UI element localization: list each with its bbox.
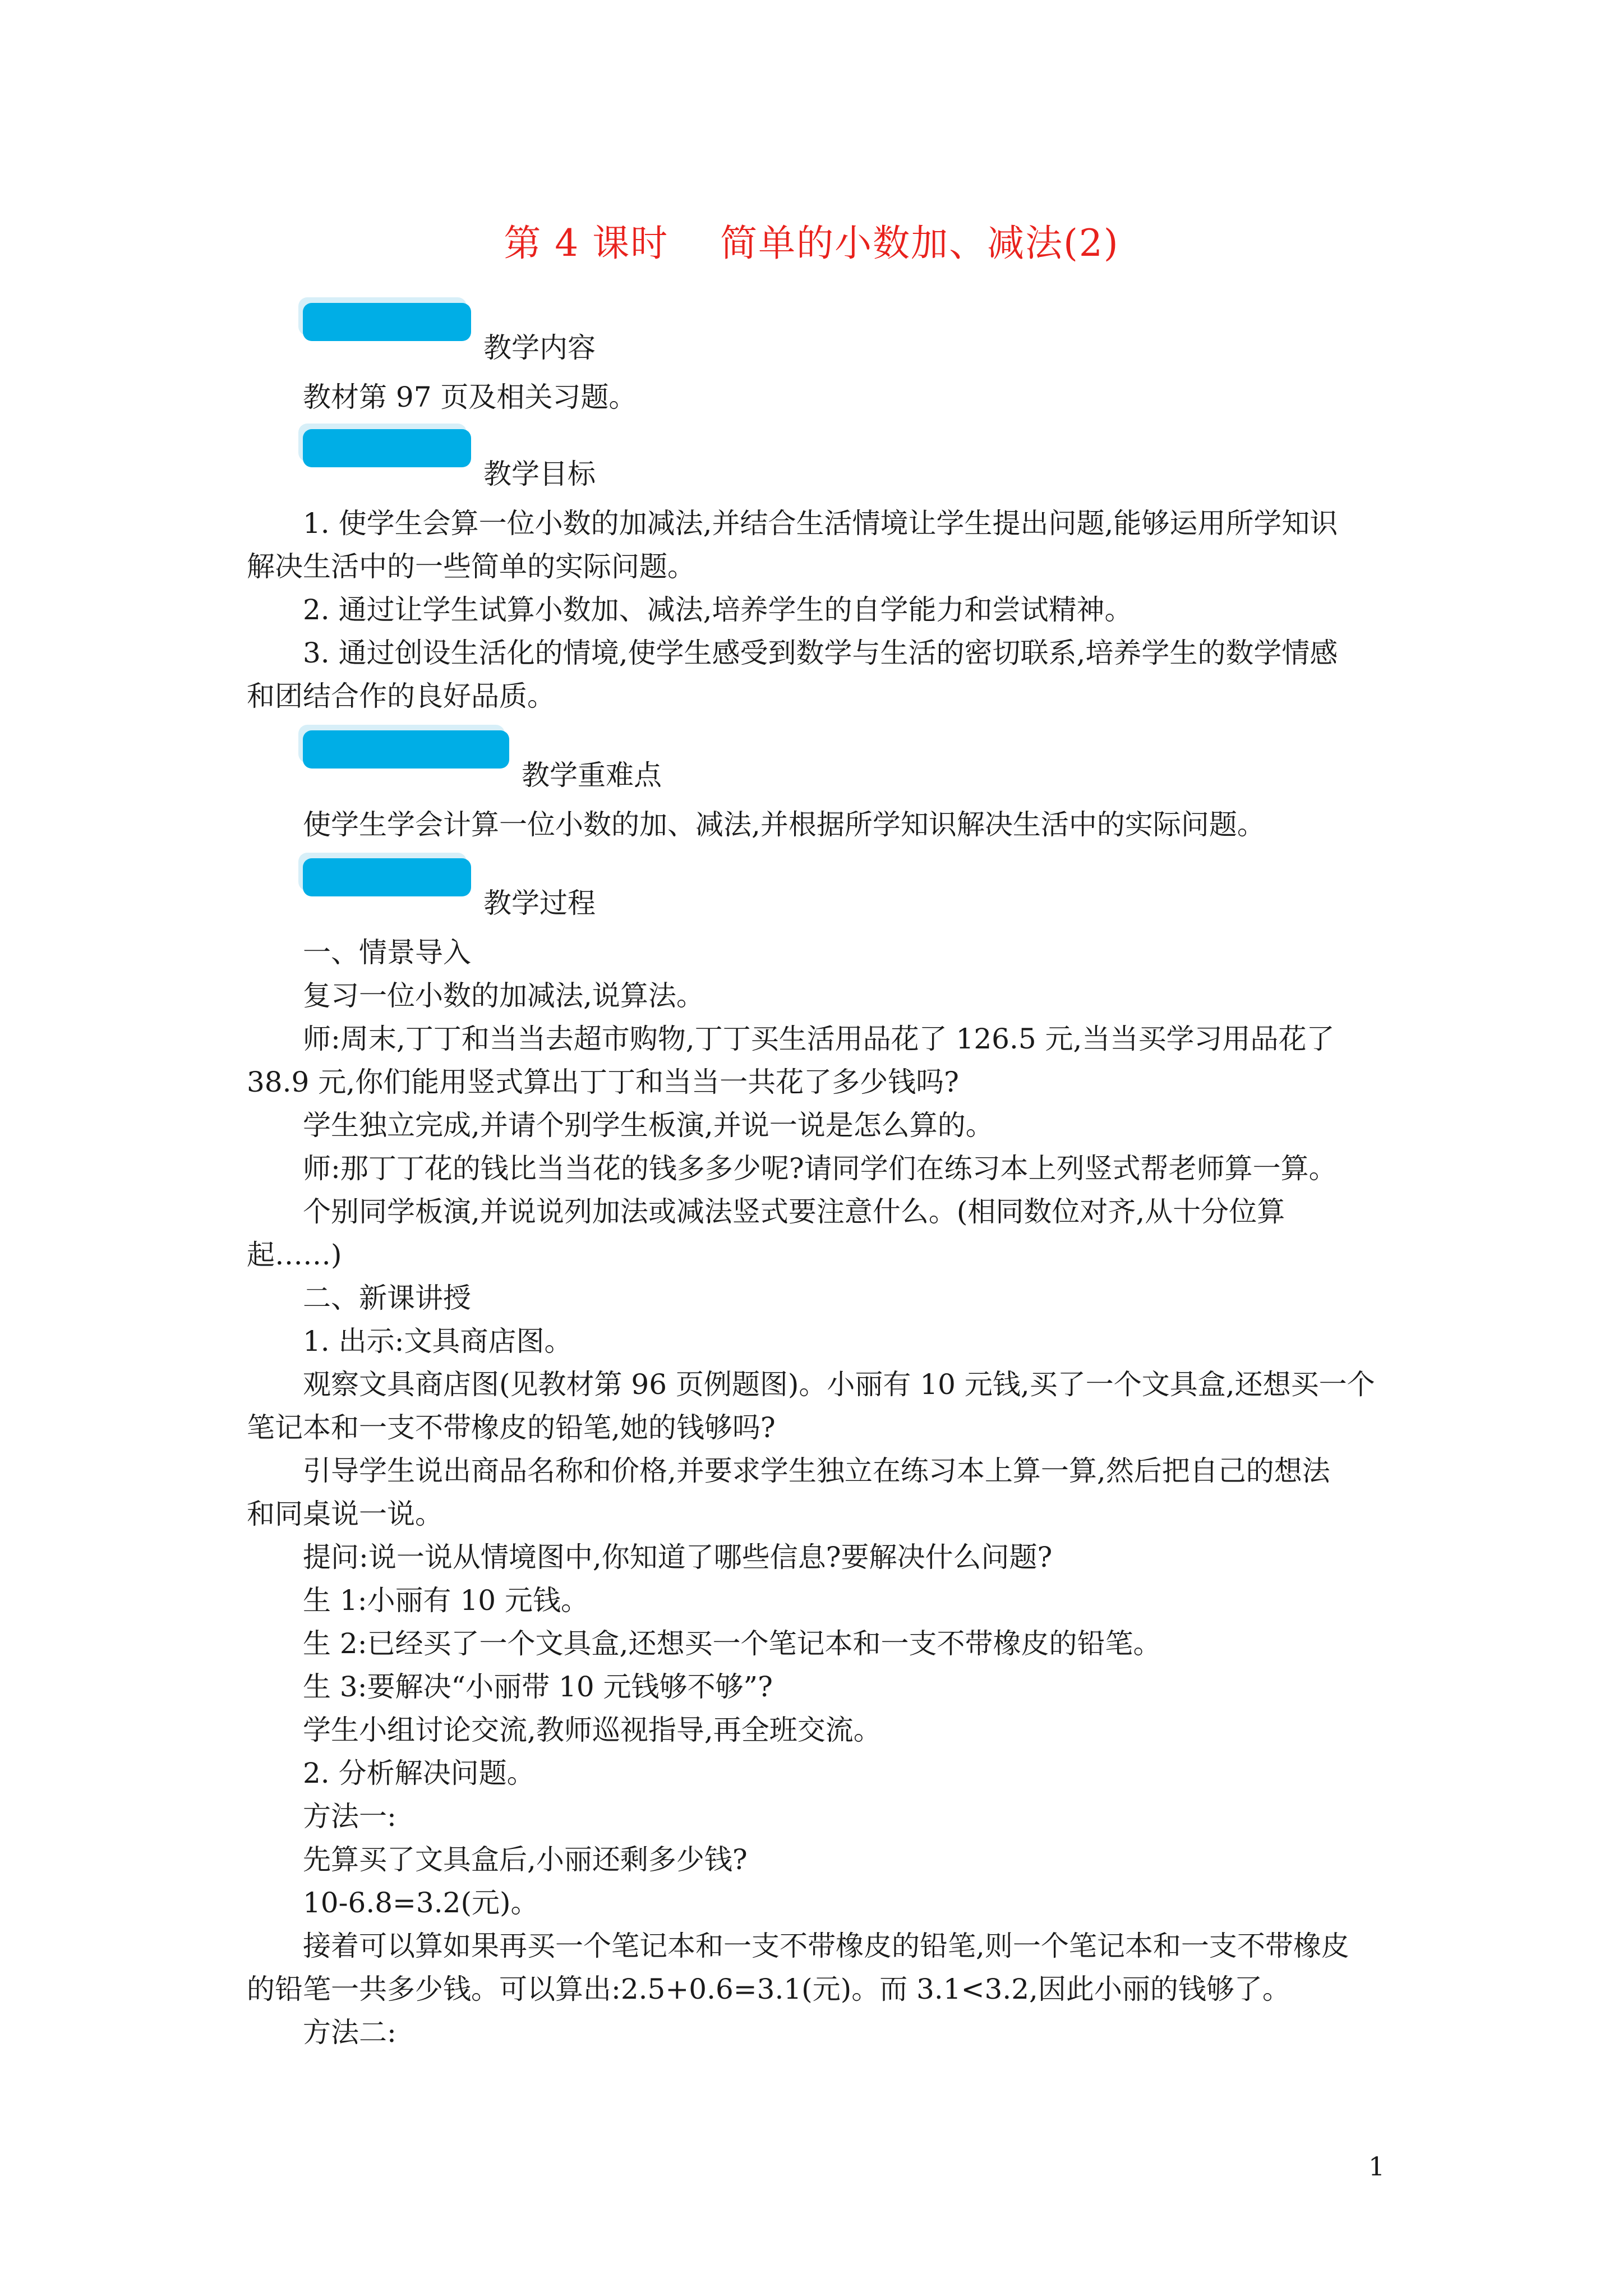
paragraph-line: 3. 通过创设生活化的情境,使学生感受到数学与生活的密切联系,培养学生的数学情感	[303, 637, 1338, 669]
paragraph-line: 先算买了文具盒后,小丽还剩多少钱?	[303, 1843, 748, 1876]
section-heading-label: 教学目标	[483, 458, 596, 490]
page-number: 1	[1368, 2151, 1385, 2182]
paragraph-line: 1. 使学生会算一位小数的加减法,并结合生活情境让学生提出问题,能够运用所学知识	[303, 507, 1338, 540]
paragraph-line: 方法二:	[303, 2016, 396, 2049]
paragraph-line: 和同桌说一说。	[247, 1498, 443, 1530]
paragraph-line: 复习一位小数的加减法,说算法。	[303, 979, 704, 1012]
paragraph-line: 解决生活中的一些简单的实际问题。	[247, 550, 695, 583]
paragraph-line: 和团结合作的良好品质。	[247, 680, 555, 712]
paragraph-line: 学生小组讨论交流,教师巡视指导,再全班交流。	[303, 1714, 882, 1746]
paragraph-line: 笔记本和一支不带橡皮的铅笔,她的钱够吗?	[247, 1411, 776, 1444]
paragraph-line: 方法一:	[303, 1800, 396, 1833]
paragraph-line: 使学生学会计算一位小数的加、减法,并根据所学知识解决生活中的实际问题。	[303, 808, 1265, 841]
paragraph-line: 的铅笔一共多少钱。可以算出:2.5+0.6=3.1(元)。而 3.1<3.2,因此小丽的钱够了。	[247, 1973, 1290, 2005]
paragraph-line: 一、情景导入	[303, 936, 471, 969]
section-badge	[303, 429, 471, 467]
page-title: 第 4 课时 简单的小数加、减法(2)	[504, 222, 1119, 265]
section-badge	[303, 730, 509, 769]
section-heading-label: 教学重难点	[522, 759, 662, 792]
paragraph-line: 个别同学板演,并说说列加法或减法竖式要注意什么。(相同数位对齐,从十分位算	[303, 1195, 1285, 1228]
paragraph-line: 师:那丁丁花的钱比当当花的钱多多少呢?请同学们在练习本上列竖式帮老师算一算。	[303, 1152, 1337, 1185]
paragraph-line: 1. 出示:文具商店图。	[303, 1325, 573, 1358]
section-badge	[303, 858, 471, 896]
section-badge	[303, 303, 471, 341]
paragraph-line: 生 2:已经买了一个文具盒,还想买一个笔记本和一支不带橡皮的铅笔。	[303, 1627, 1161, 1660]
paragraph-line: 提问:说一说从情境图中,你知道了哪些信息?要解决什么问题?	[303, 1541, 1053, 1573]
section-heading-label: 教学过程	[483, 887, 596, 919]
paragraph-line: 学生独立完成,并请个别学生板演,并说一说是怎么算的。	[303, 1109, 994, 1142]
paragraph-line: 教材第 97 页及相关习题。	[303, 381, 637, 413]
section-heading-label: 教学内容	[483, 332, 596, 364]
paragraph-line: 生 1:小丽有 10 元钱。	[303, 1584, 589, 1617]
paragraph-line: 38.9 元,你们能用竖式算出丁丁和当当一共花了多少钱吗?	[247, 1066, 959, 1098]
paragraph-line: 生 3:要解决“小丽带 10 元钱够不够”?	[303, 1671, 773, 1703]
paragraph-line: 10-6.8=3.2(元)。	[303, 1887, 539, 1919]
paragraph-line: 观察文具商店图(见教材第 96 页例题图)。小丽有 10 元钱,买了一个文具盒,还想买一个	[303, 1368, 1375, 1401]
paragraph-line: 师:周末,丁丁和当当去超市购物,丁丁买生活用品花了 126.5 元,当当买学习用品花了	[303, 1023, 1335, 1055]
paragraph-line: 二、新课讲授	[303, 1282, 471, 1314]
paragraph-line: 引导学生说出商品名称和价格,并要求学生独立在练习本上算一算,然后把自己的想法	[303, 1455, 1330, 1487]
paragraph-line: 2. 分析解决问题。	[303, 1757, 535, 1789]
paragraph-line: 起……)	[247, 1239, 342, 1271]
paragraph-line: 接着可以算如果再买一个笔记本和一支不带橡皮的铅笔,则一个笔记本和一支不带橡皮	[303, 1930, 1349, 1962]
paragraph-line: 2. 通过让学生试算小数加、减法,培养学生的自学能力和尝试精神。	[303, 593, 1133, 626]
